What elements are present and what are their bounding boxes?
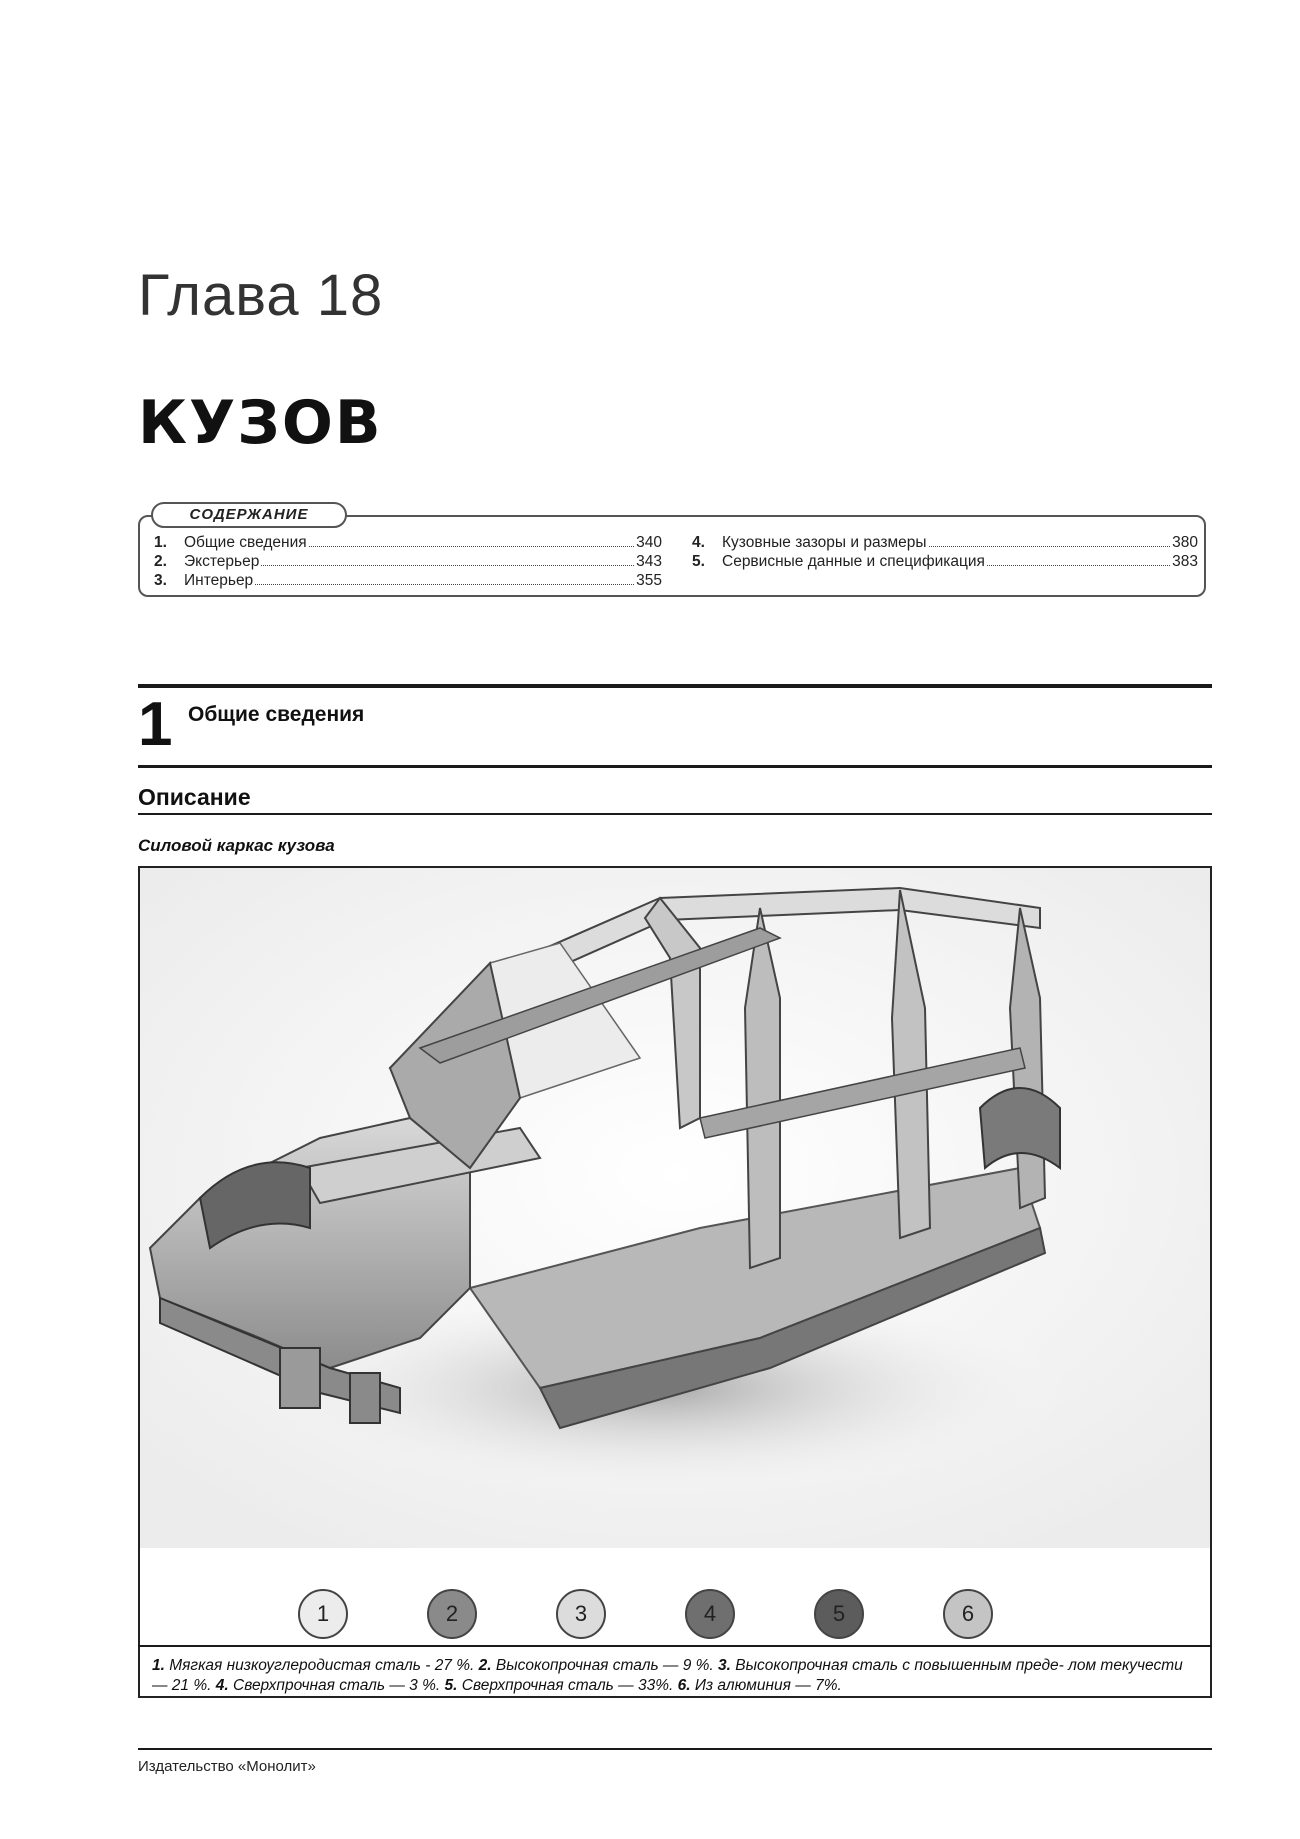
chapter-label: Глава 18 [138, 263, 384, 328]
toc-item-page: 355 [636, 572, 662, 589]
note-text: Из алюминия — 7%. [690, 1677, 842, 1694]
toc-dot-leader [261, 564, 634, 566]
legend-circle-4: 4 [685, 1589, 735, 1639]
toc-item[interactable] [154, 571, 662, 590]
note-text: Сверхпрочная сталь — 33%. [457, 1677, 678, 1694]
section-bottom-rule [138, 765, 1212, 768]
toc-dot-leader [929, 545, 1171, 547]
legend-circle-2: 2 [427, 1589, 477, 1639]
note-number: 6. [677, 1677, 691, 1694]
section-number: 1 [138, 690, 173, 759]
legend-circle-6: 6 [943, 1589, 993, 1639]
toc-item-page: 343 [636, 553, 662, 570]
toc-column-left [154, 533, 662, 590]
toc-item[interactable] [154, 533, 662, 552]
toc-item-number: 4. [692, 534, 705, 551]
note-number: 1. [152, 1657, 165, 1674]
publisher-footer: Издательство «Монолит» [138, 1758, 316, 1775]
legend-circle-1: 1 [298, 1589, 348, 1639]
car-body-frame-illustration [140, 868, 1212, 1698]
toc-dot-leader [255, 583, 634, 585]
note-number: 4. [215, 1677, 229, 1694]
toc-item[interactable] [154, 552, 662, 571]
note-text: Высокопрочная сталь — 9 %. [491, 1657, 719, 1674]
subsection-title: Описание [138, 784, 251, 810]
toc-column-right [692, 533, 1198, 571]
figure-note [152, 1656, 1202, 1696]
note-text: Сверхпрочная сталь — 3 %. [228, 1677, 445, 1694]
section-top-rule [138, 684, 1212, 688]
toc-item-title: Сервисные данные и спецификация [722, 553, 985, 570]
chapter-title: КУЗОВ [138, 388, 383, 458]
toc-item-number: 5. [692, 553, 705, 570]
note-number: 3. [718, 1657, 731, 1674]
toc-dot-leader [987, 564, 1170, 566]
toc-item-page: 340 [636, 534, 662, 551]
note-number: 2. [478, 1657, 492, 1674]
legend-circle-3: 3 [556, 1589, 606, 1639]
legend-circle-5: 5 [814, 1589, 864, 1639]
figure-caption: Силовой каркас кузова [138, 836, 335, 855]
note-text: Мягкая низкоуглеродистая сталь - 27 %. [164, 1657, 479, 1674]
toc-item-page: 380 [1172, 534, 1198, 551]
toc-item-title: Кузовные зазоры и размеры [722, 534, 927, 551]
figure-legend-divider [138, 1645, 1212, 1647]
toc-item-title: Общие сведения [184, 534, 307, 551]
toc-item-number: 2. [154, 553, 167, 570]
section-title: Общие сведения [188, 703, 365, 726]
subsection-rule [138, 813, 1212, 815]
toc-dot-leader [309, 545, 634, 547]
note-text: Высокопрочная сталь с повышенным преде- лом текучести — 21 %. [152, 1657, 1183, 1694]
toc-item[interactable] [692, 533, 1198, 552]
toc-item-title: Интерьер [184, 572, 254, 589]
toc-item-page: 383 [1172, 553, 1198, 570]
note-number: 5. [444, 1677, 458, 1694]
toc-heading: СОДЕРЖАНИЕ [151, 502, 347, 528]
toc-item[interactable] [692, 552, 1198, 571]
toc-item-title: Экстерьер [184, 553, 260, 570]
body-frame-figure [138, 866, 1212, 1698]
toc-item-number: 1. [154, 534, 167, 551]
toc-item-number: 3. [154, 572, 167, 589]
footer-rule [138, 1748, 1212, 1750]
